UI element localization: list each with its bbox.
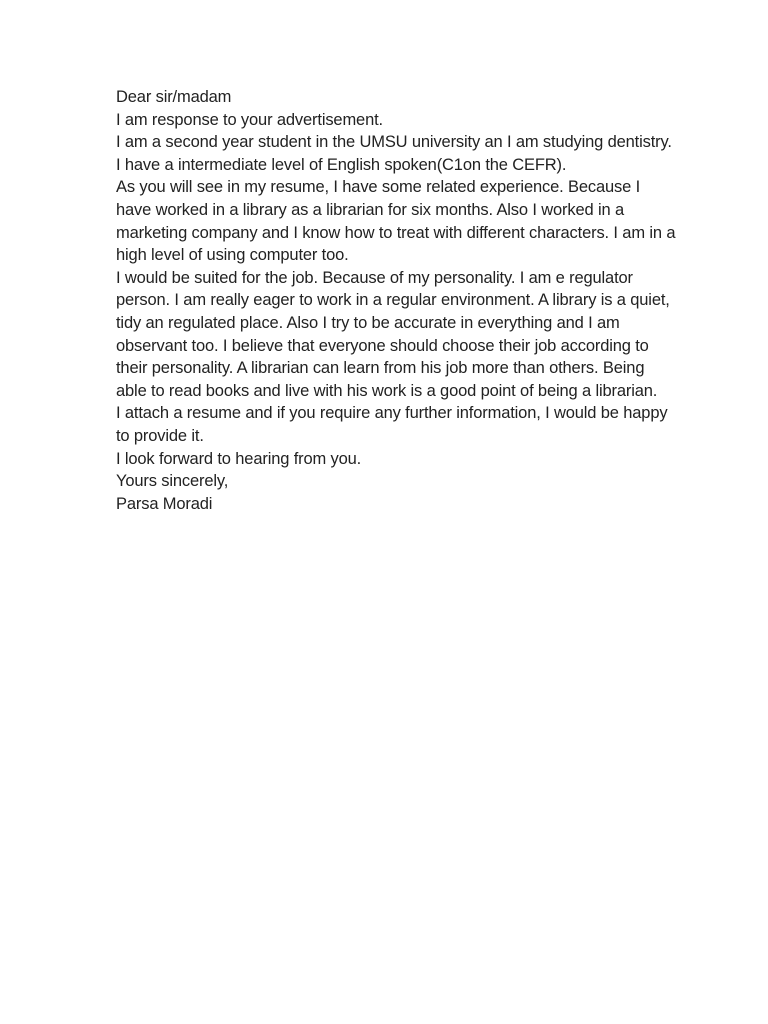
paragraph-personality: I would be suited for the job. Because of my personality. I am e regulator person. I am really eager to work in a regular environment. A library is a quiet, tidy an regulated place. Also I try to be accurate in everything and I am observant too. I believe that everyone should choose their job according to their personality. A librarian can learn from his job more than others. Being able to read books and live with his work is a good point of being a librarian. [116,268,670,400]
paragraph-closing-remark: I look forward to hearing from you. [116,449,362,468]
salutation: Dear sir/madam [116,88,232,106]
closing: Yours sincerely, [116,472,229,491]
paragraph-student: I am a second year student in the UMSU university an I am studying dentistry. I have a intermediate level of English spoken(C1on the CEFR). [116,133,672,174]
paragraph-intro: I am response to your advertisement. [116,110,383,129]
letter-body [116,86,676,515]
paragraph-resume: I attach a resume and if you require any further information, I would be happy to provide it. [116,404,668,445]
signature-name: Parsa Moradi [116,494,213,513]
paragraph-experience: As you will see in my resume, I have some related experience. Because I have worked in a library as a librarian for six months. Also I worked in a marketing company and I know how to treat with different characters. I am in a high level of using computer too. [116,178,676,265]
